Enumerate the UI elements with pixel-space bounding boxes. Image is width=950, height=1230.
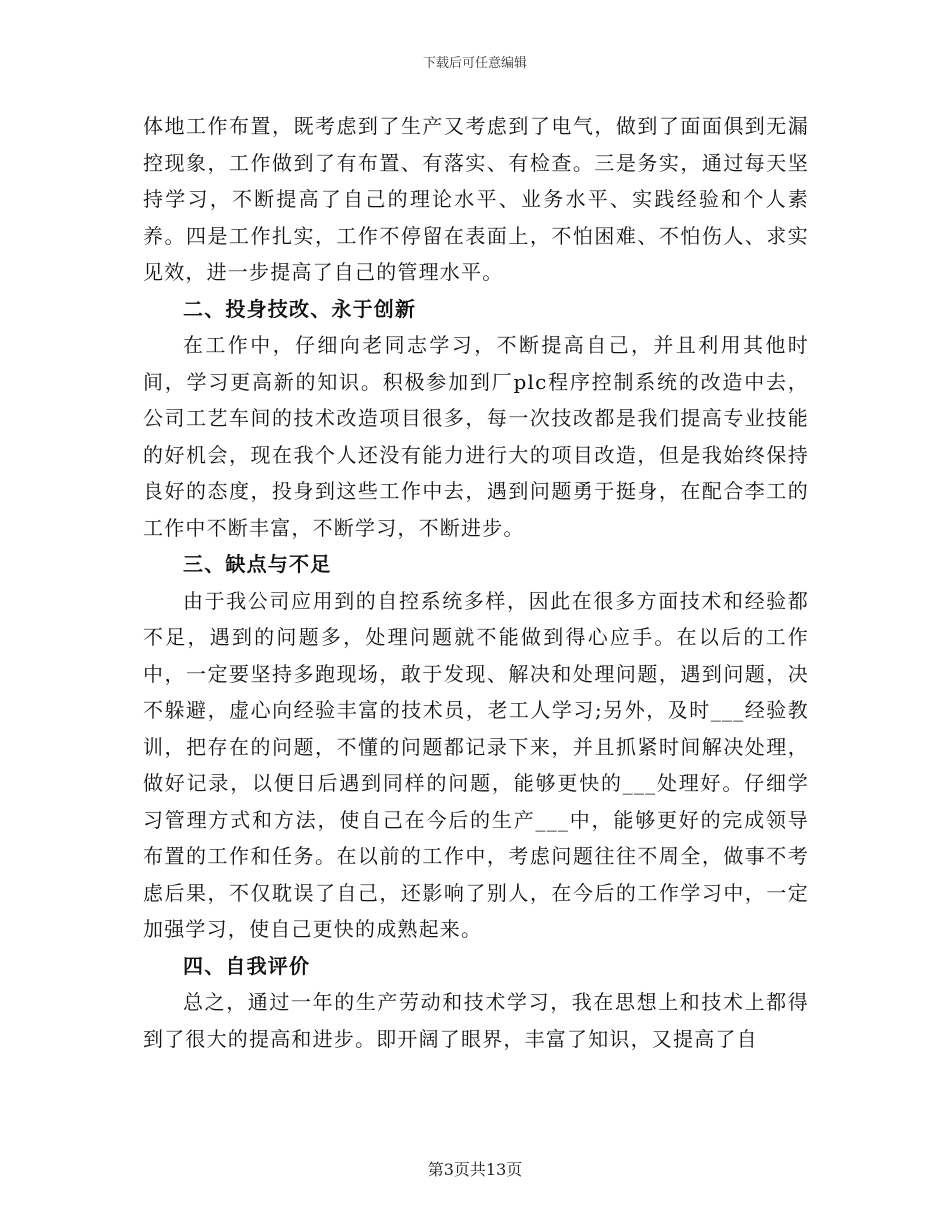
page-number: 第3页共13页 (427, 1160, 523, 1179)
section-heading-4: 四、自我评价 (183, 953, 311, 978)
paragraph-section-2: 在工作中，仔细向老同志学习，不断提高自己，并且利用其他时间，学习更高新的知识。积极参加到厂plc程序控制系统的改造中去，公司工艺车间的技术改造项目很多，每一次技改都是我们提高专业技能的好机会，现在我个人还没有能力进行大的项目改造，但是我始终保持良好的态度，投身到这些工作中去，遇到问题勇于挺身，在配合李工的工作中不断丰富，不断学习，不断进步。 (143, 333, 809, 540)
paragraph-continuation: 体地工作布置，既考虑到了生产又考虑到了电气，做到了面面俱到无漏控现象，工作做到了有布置、有落实、有检查。三是务实，通过每天坚持学习，不断提高了自己的理论水平、业务水平、实践经验和个人素养。四是工作扎实，工作不停留在表面上，不怕困难、不怕伤人、求实见效，进一步提高了自己的管理水平。 (143, 114, 809, 284)
paragraph-section-3: 由于我公司应用到的自控系统多样，因此在很多方面技术和经验都不足，遇到的问题多，处理问题就不能做到得心应手。在以后的工作中，一定要坚持多跑现场，敢于发现、解决和处理问题，遇到问题，决不躲避，虚心向经验丰富的技术员，老工人学习;另外，及时___经验教训，把存在的问题，不懂的问题都记录下来，并且抓紧时间解决处理，做好记录，以便日后遇到同样的问题，能够更快的___处理好。仔细学习管理方式和方法，使自己在今后的生产___中，能够更好的完成领导布置的工作和任务。在以前的工作中，考虑问题往往不周全，做事不考虑后果，不仅耽误了自己，还影响了别人，在今后的工作学习中，一定加强学习，使自己更快的成熟起来。 (143, 588, 809, 941)
section-heading-2: 二、投身技改、永于创新 (183, 296, 417, 321)
section-heading-3: 三、缺点与不足 (183, 552, 332, 576)
document-body (143, 108, 809, 1057)
paragraph-section-4: 总之，通过一年的生产劳动和技术学习，我在思想上和技术上都得到了很大的提高和进步。即开阔了眼界，丰富了知识，又提高了自 (143, 990, 809, 1051)
page-header: 下载后可任意编辑 (422, 56, 527, 71)
